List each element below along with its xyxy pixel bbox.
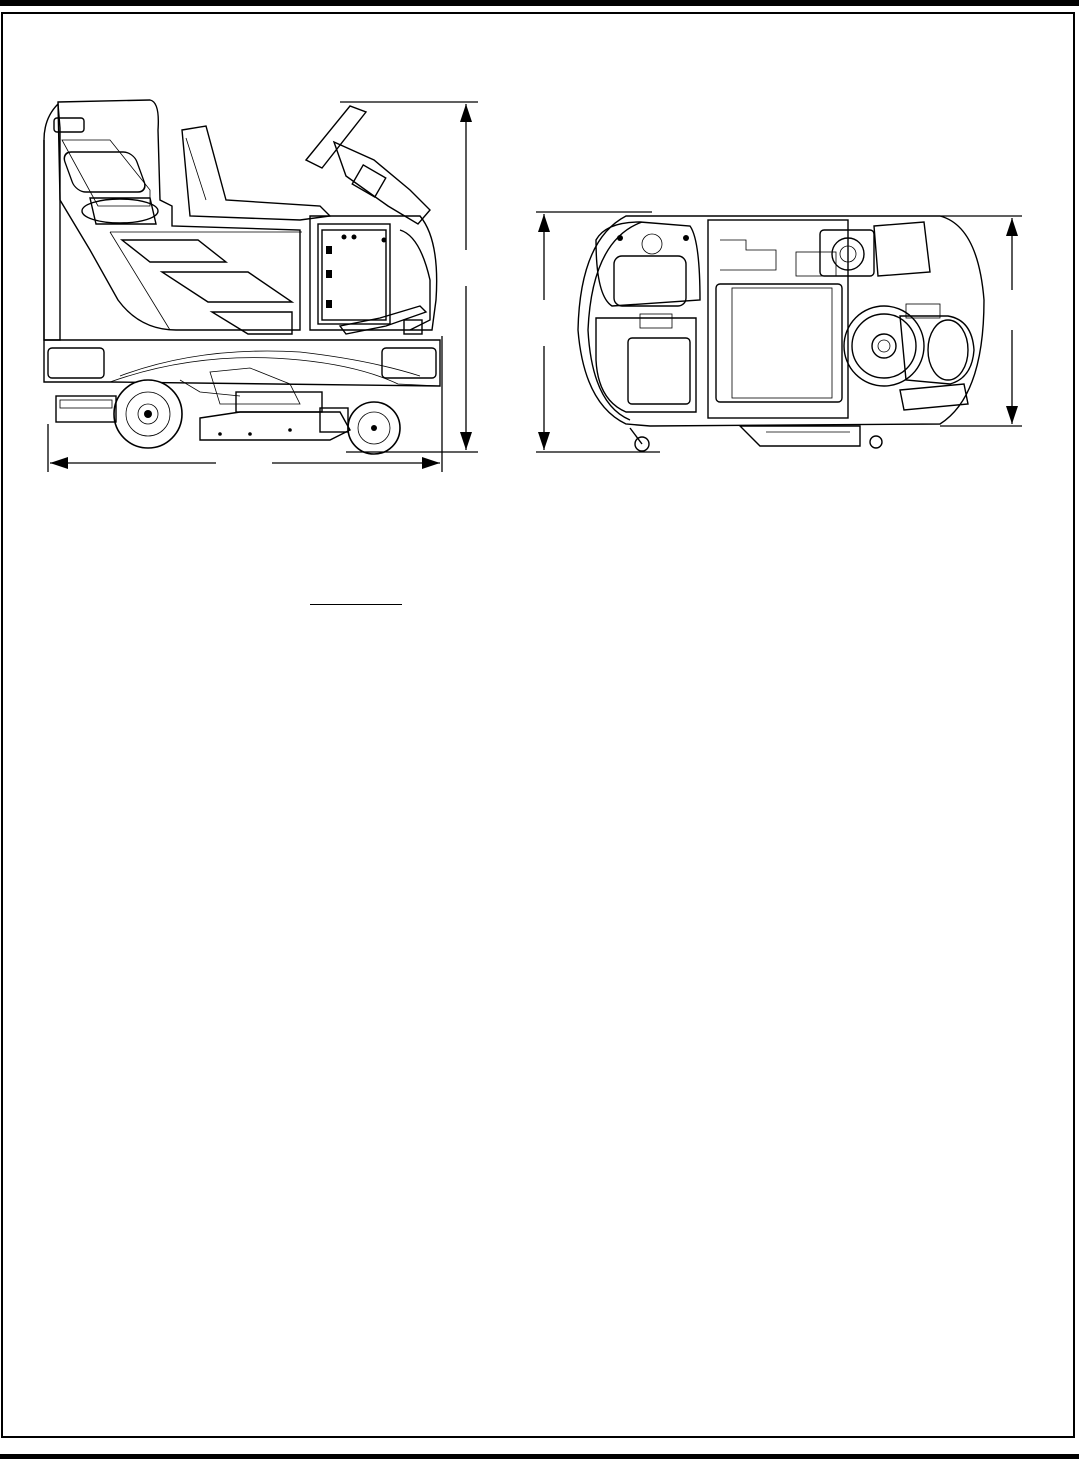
- caption-blank-line: [310, 604, 402, 605]
- side-view-drawing: [44, 100, 478, 472]
- top-view-drawing: [536, 212, 1022, 452]
